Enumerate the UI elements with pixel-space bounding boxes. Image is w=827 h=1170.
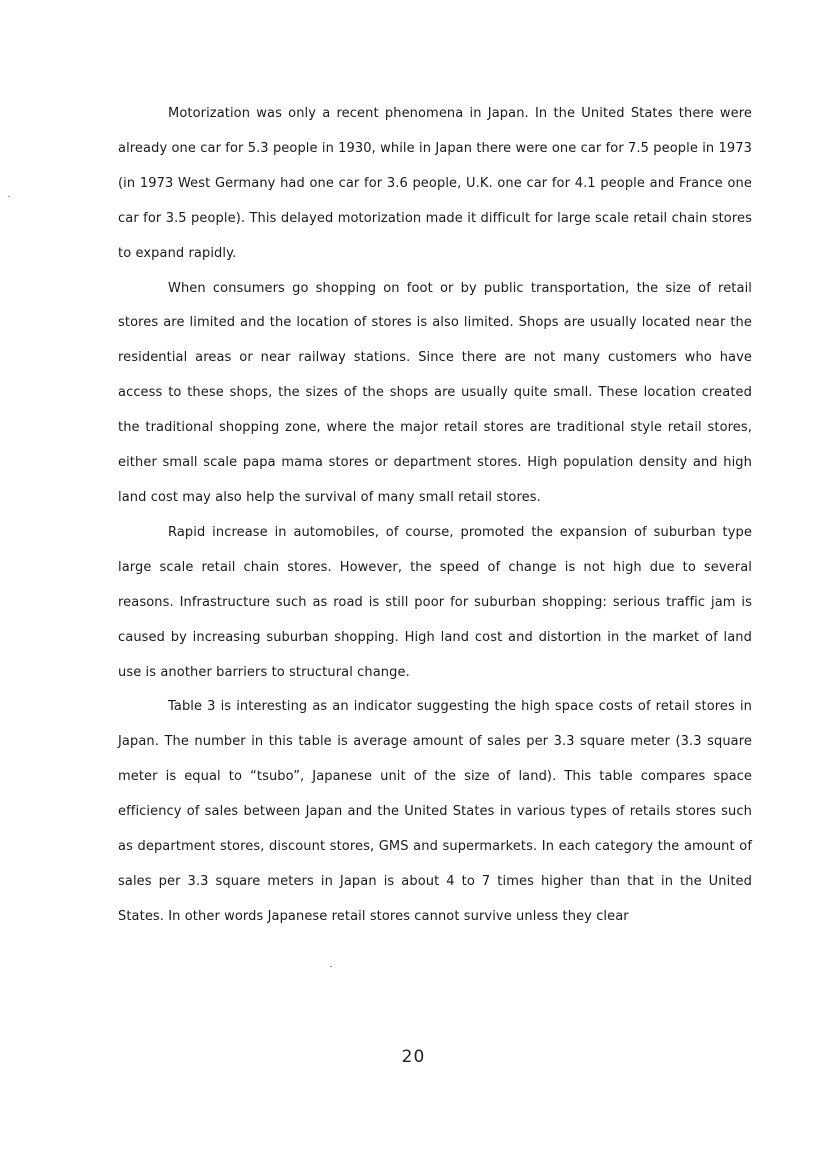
scan-speck (8, 196, 10, 197)
paragraph-motorization: Motorization was only a recent phenomena in Japan. In the United States there were already one car for 5.3 people in 1930, while in Japan there were one car for 7.5 people in 1973 (in 1973 West Germany had one car for 3.6 people, U.K. one car for 4.1 people and France one car for 3.5 people). This delayed motorization made it difficult for large scale retail chain stores to expand rapidly. (118, 106, 752, 261)
paragraph-automobile-increase: Rapid increase in automobiles, of course, promoted the expansion of suburban type large scale retail chain stores. However, the speed of change is not high due to several reasons. Infrastructure such as road is still poor for suburban shopping: serious traffic jam is caused by increasing suburban shopping. High land cost and distortion in the market of land use is another barriers to structural change. (118, 524, 752, 680)
paragraph-shopping-on-foot: When consumers go shopping on foot or by public transportation, the size of retail stores are limited and the location of stores is also limited. Shops are usually located near the residential areas or near railway stations. Since there are not many customers who have access to these shops, the sizes of the shops are usually quite small. These location created the traditional shopping zone, where the major retail stores are traditional style retail stores, either small scale papa mama stores or department stores. High population density and high land cost may also help the survival of many small retail stores. (118, 280, 752, 505)
body-text (118, 97, 752, 935)
scan-speck (330, 966, 332, 967)
paragraph-table-3: Table 3 is interesting as an indicator suggesting the high space costs of retail stores in Japan. The number in this table is average amount of sales per 3.3 square meter (3.3 square meter is equal to “tsubo”, Japanese unit of the size of land). This table compares space efficiency of sales between Japan and the United States in various types of retails stores such as department stores, discount stores, GMS and supermarkets. In each category the amount of sales per 3.3 square meters in Japan is about 4 to 7 times higher than that in the United States. In other words Japanese retail stores cannot survive unless they clear (118, 699, 752, 924)
page-number: 20 (401, 1047, 426, 1067)
